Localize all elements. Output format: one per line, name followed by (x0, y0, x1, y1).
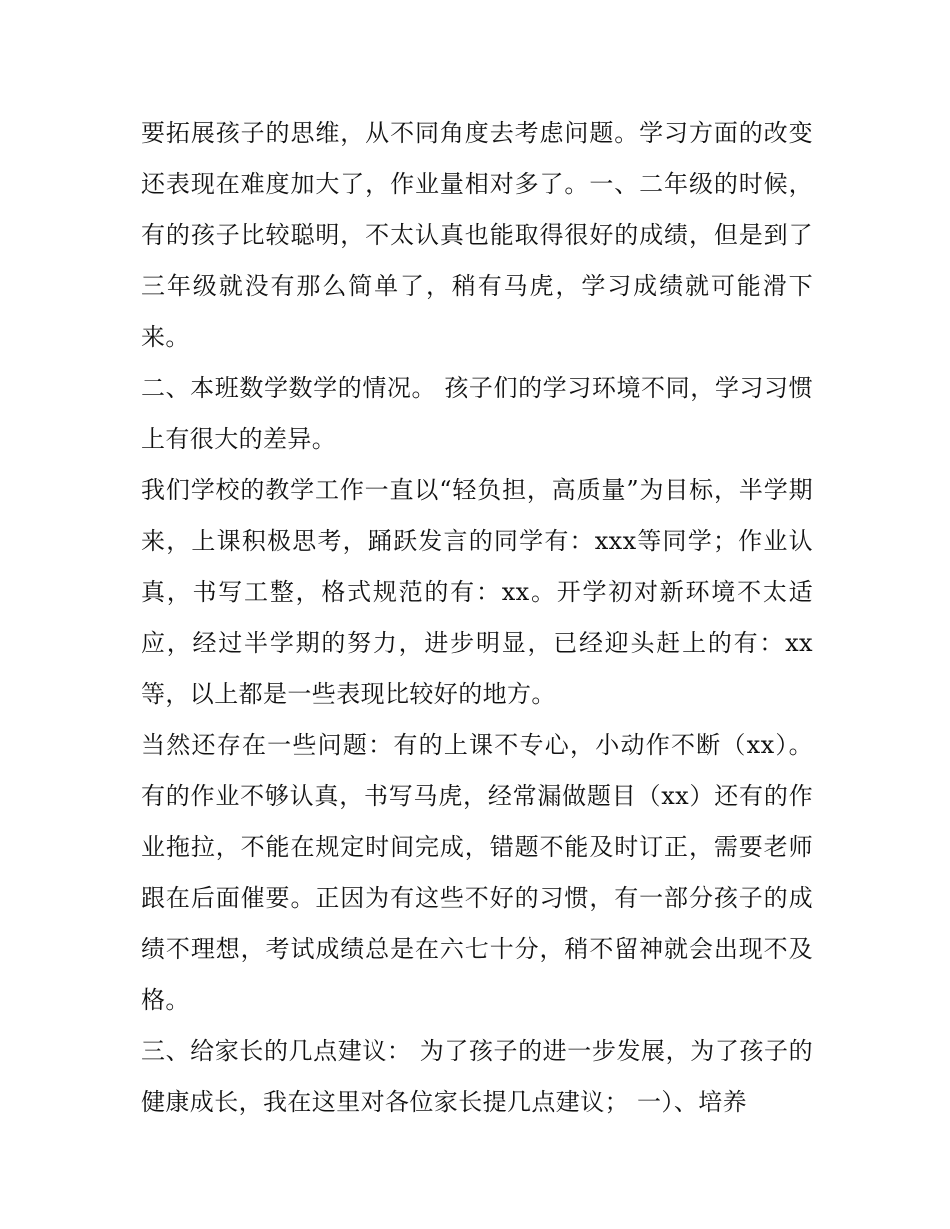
paragraph-5: 三、给家长的几点建议： 为了孩子的进一步发展，为了孩子的健康成长，我在这里对各位家长提几点建议； 一）、培养 (141, 1037, 813, 1116)
paragraph-1: 要拓展孩子的思维，从不同角度去考虑问题。学习方面的改变还表现在难度加大了，作业量相对多了。一、二年级的时候，有的孩子比较聪明，不太认真也能取得很好的成绩，但是到了三年级就没有那么简单了，稍有马虎，学习成绩就可能滑下来。 (141, 119, 813, 351)
paragraph-3: 我们学校的教学工作一直以“轻负担，高质量”为目标，半学期来，上课积极思考，踊跃发言的同学有：xxx等同学；作业认真，书写工整，格式规范的有：xx。开学初对新环境不太适应，经过半学期的努力，进步明显，已经迎头赶上的有：xx等，以上都是一些表现比较好的地方。 (141, 476, 813, 708)
paragraph-4: 当然还存在一些问题：有的上课不专心，小动作不断（xx）。有的作业不够认真，书写马虎，经常漏做题目（xx）还有的作业拖拉，不能在规定时间完成，错题不能及时订正，需要老师跟在后面催要。正因为有这些不好的习惯，有一部分孩子的成绩不理想，考试成绩总是在六七十分，稍不留神就会出现不及格。 (141, 731, 813, 1014)
paragraph-2: 二、本班数学数学的情况。 孩子们的学习环境不同，学习习惯上有很大的差异。 (141, 374, 813, 453)
document-body (141, 108, 813, 1128)
